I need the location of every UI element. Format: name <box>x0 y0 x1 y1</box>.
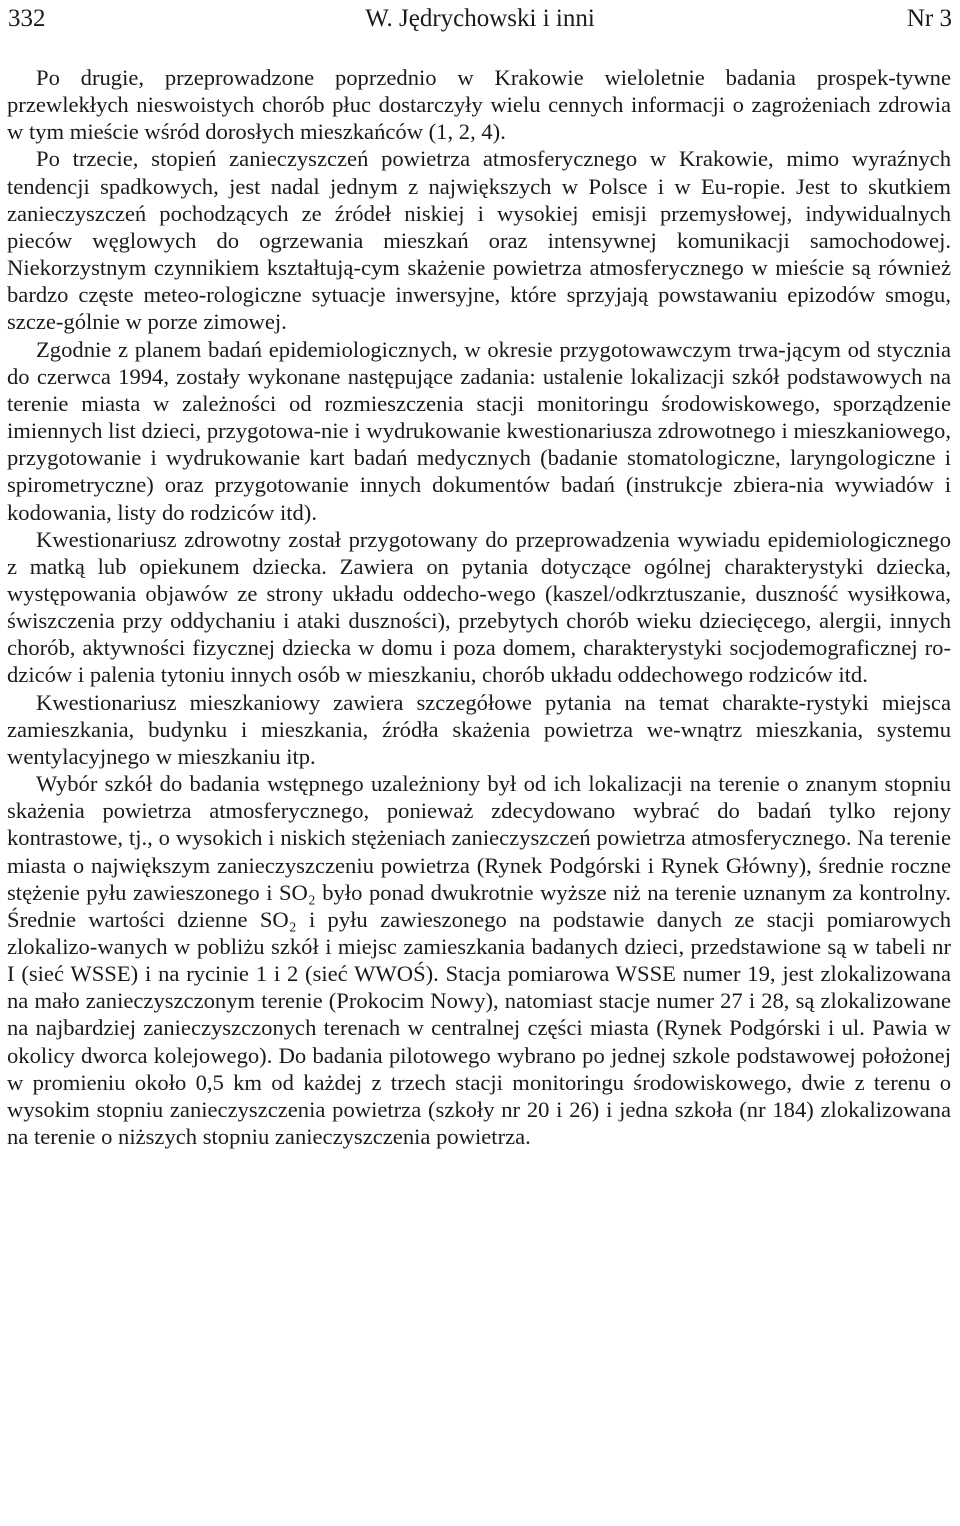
paragraph-4: Kwestionariusz zdrowotny został przygotowany do przeprowadzenia wywiadu epidemiologicznego z matką lub opiekunem dziecka. Zawiera on pytania dotyczące ogólnej charakterystyki dziecka, występowania objawów ze strony układu oddecho-wego (kaszel/odkrztuszanie, duszność wysiłkowa, świszczenia przy oddychaniu i ataki duszności), przebytych chorób wieku dziecięcego, alergii, innych chorób, aktywności fizycznej dziecka w domu i poza domem, charakterystyki socjodemograficznej ro-dziców i palenia tytoniu innych osób w mieszkaniu, chorób układu oddechowego rodziców itd. <box>7 526 951 688</box>
issue-number: Nr 3 <box>906 5 952 32</box>
running-title: W. Jędrychowski i inni <box>365 5 595 32</box>
paragraph-6: Wybór szkół do badania wstępnego uzależniony był od ich lokalizacji na terenie o znanym stopniu skażenia powietrza atmosferycznego, ponieważ zdecydowano wybrać do badań tylko rejony kontrastowe, tj., o wysokich i niskich stężeniach zanieczyszczeń powietrza atmosferycznego. Na terenie miasta o największym zanieczyszczeniu powietrza (Rynek Podgórski i Rynek Główny), średnie roczne stężenie pyłu zawieszonego i SO₂ było ponad dwukrotnie wyższe niż na terenie uznanym za kontrolny. Średnie wartości dzienne SO₂ i pyłu zawieszonego na podstawie danych ze stacji pomiarowych zlokalizo-wanych w pobliżu szkół i miejsc zamieszkania badanych dzieci, przedstawione są w tabeli nr I (sieć WSSE) i na rycinie 1 i 2 (sieć WWOŚ). Stacja pomiarowa WSSE numer 19, jest zlokalizowana na mało zanieczyszczonym terenie (Prokocim Nowy), natomiast stacje numer 27 i 28, są zlokalizowane na najbardziej zanieczyszczonych terenach w centralnej części miasta (Rynek Podgórski i ul. Pawia w okolicy dworca kolejowego). Do badania pilotowego wybrano po jednej szkole podstawowej położonej w promieniu około 0,5 km od każdej z trzech stacji monitoringu środowiskowego, dwie z terenu o wysokim stopniu zanieczyszczenia powietrza (szkoły nr 20 i 26) i jedna szkoła (nr 184) zlokalizowana na terenie o niższych stopniu zanieczyszczenia powietrza. <box>7 771 951 1150</box>
page-header <box>8 2 952 36</box>
page-number: 332 <box>8 5 46 32</box>
paragraph-5: Kwestionariusz mieszkaniowy zawiera szczegółowe pytania na temat charakte-rystyki miejsca zamieszkania, budynku i mieszkania, źródła skażenia powietrza we-wnątrz mieszkania, systemu wentylacyjnego w mieszkaniu itp. <box>7 689 951 769</box>
paragraph-2: Po trzecie, stopień zanieczyszczeń powietrza atmosferycznego w Krakowie, mimo wyraźnych tendencji spadkowych, jest nadal jednym z największych w Polsce i w Eu-ropie. Jest to skutkiem zanieczyszczeń pochodzących ze źródeł niskiej i wysokiej emisji przemysłowej, indywidualnych pieców węglowych do ogrzewania mieszkań oraz intensywnej komunikacji samochodowej. Niekorzystnym czynnikiem kształtują-cym skażenie powietrza atmosferycznego w mieście są również bardzo częste meteo-rologiczne sytuacje inwersyjne, które sprzyjają powstawaniu epizodów smogu, szcze-gólnie w porze zimowej. <box>7 146 951 335</box>
paragraph-3: Zgodnie z planem badań epidemiologicznych, w okresie przygotowawczym trwa-jącym od stycznia do czerwca 1994, zostały wykonane następujące zadania: ustalenie lokalizacji szkół podstawowych na terenie miasta w zależności od rozmieszczenia stacji monitoringu środowiskowego, sporządzenie imiennych list dzieci, przygotowa-nie i wydrukowanie kwestionariusza zdrowotnego i mieszkaniowego, przygotowanie i wydrukowanie kart badań medycznych (badanie stomatologiczne, laryngologiczne i spirometryczne) oraz przygotowanie innych dokumentów badań (instrukcje zbiera-nia wywiadów i kodowania, listy do rodziców itd). <box>7 336 951 525</box>
article-body <box>7 64 951 1150</box>
paragraph-1: Po drugie, przeprowadzone poprzednio w Krakowie wieloletnie badania prospek-tywne przewlekłych nieswoistych chorób płuc dostarczyły wielu cennych informacji o zagrożeniach zdrowia w tym mieście wśród dorosłych mieszkańców (1, 2, 4). <box>7 65 951 145</box>
